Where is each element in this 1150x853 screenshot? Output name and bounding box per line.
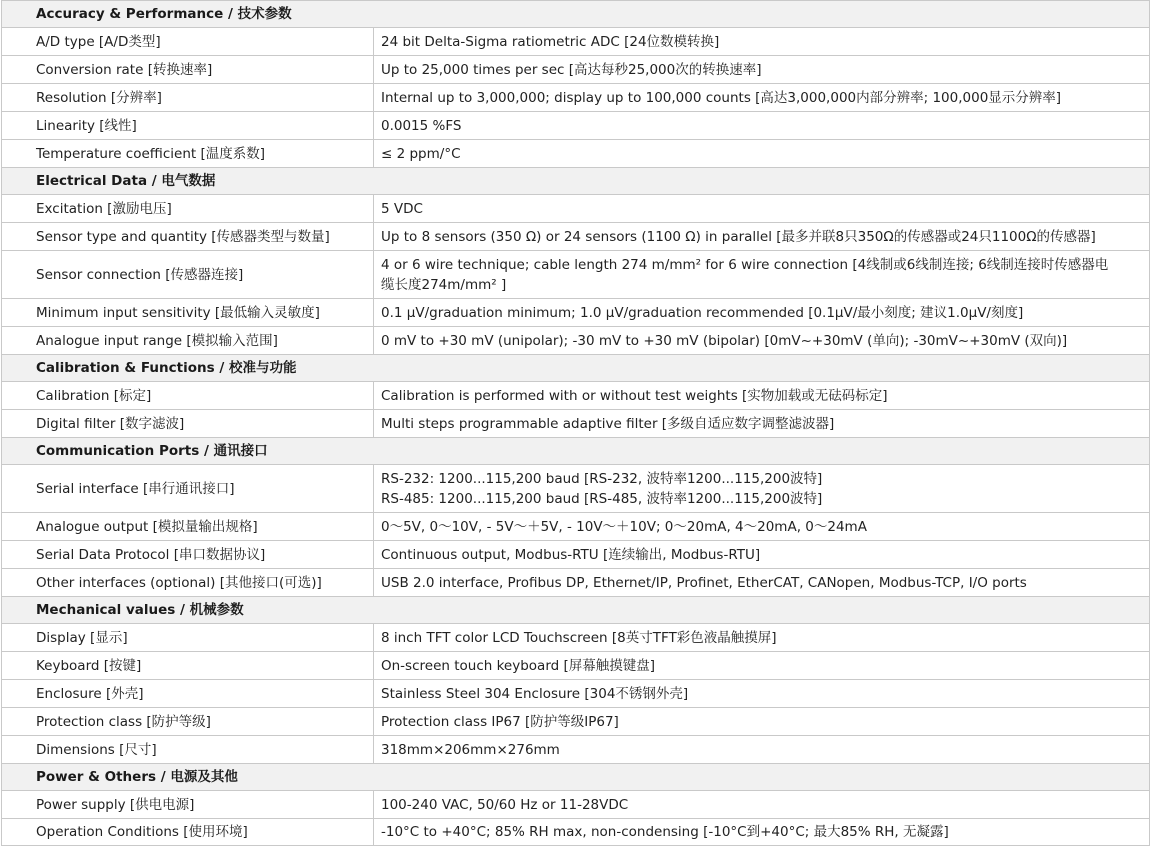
- parameter-value: [374, 223, 1150, 251]
- parameter-value: [374, 624, 1150, 652]
- parameter-value: [374, 56, 1150, 84]
- value-line: 0～5V, 0～10V, - 5V～＋5V, - 10V～＋10V; 0～20mA, 4～20mA, 0～24mA: [381, 518, 867, 535]
- table-row: [2, 569, 1150, 597]
- value-line: RS-232: 1200...115,200 baud [RS-232, 波特率1200...115,200波特]: [381, 470, 823, 487]
- parameter-label: A/D type [A/D类型]: [2, 28, 374, 56]
- section-title: Accuracy & Performance / 技术参数: [2, 1, 1150, 28]
- parameter-value: [374, 541, 1150, 569]
- parameter-value: [374, 680, 1150, 708]
- parameter-value: [374, 708, 1150, 736]
- parameter-value: [374, 569, 1150, 597]
- parameter-label: Resolution [分辨率]: [2, 84, 374, 112]
- value-line: ≤ 2 ppm/°C: [381, 145, 461, 162]
- value-line: Multi steps programmable adaptive filter [多级自适应数字调整滤波器]: [381, 415, 835, 432]
- parameter-label: Keyboard [按键]: [2, 652, 374, 680]
- value-line: Stainless Steel 304 Enclosure [304不锈钢外壳]: [381, 685, 689, 702]
- section-header: [2, 1, 1150, 28]
- parameter-label: Analogue input range [模拟输入范围]: [2, 327, 374, 355]
- parameter-value: [374, 299, 1150, 327]
- parameter-value: [374, 327, 1150, 355]
- parameter-label: Excitation [激励电压]: [2, 195, 374, 223]
- value-line: Continuous output, Modbus-RTU [连续输出, Modbus-RTU]: [381, 546, 761, 563]
- value-line: 0 mV to +30 mV (unipolar); -30 mV to +30 mV (bipolar) [0mV~+30mV (单向); -30mV~+30mV (双向)]: [381, 332, 1068, 349]
- table-row: [2, 791, 1150, 819]
- parameter-label: Protection class [防护等级]: [2, 708, 374, 736]
- section-header: [2, 168, 1150, 195]
- parameter-value: [374, 28, 1150, 56]
- spec-table-body: [2, 1, 1150, 846]
- table-row: [2, 652, 1150, 680]
- parameter-label: Conversion rate [转换速率]: [2, 56, 374, 84]
- parameter-value: [374, 465, 1150, 513]
- table-row: [2, 382, 1150, 410]
- parameter-label: Temperature coefficient [温度系数]: [2, 140, 374, 168]
- table-row: [2, 56, 1150, 84]
- value-line: USB 2.0 interface, Profibus DP, Ethernet/IP, Profinet, EtherCAT, CANopen, Modbus-TCP, I/O ports: [381, 574, 1027, 591]
- parameter-value: [374, 652, 1150, 680]
- table-row: [2, 708, 1150, 736]
- table-row: [2, 410, 1150, 438]
- table-row: [2, 195, 1150, 223]
- table-row: [2, 112, 1150, 140]
- parameter-value: [374, 736, 1150, 764]
- value-line: 0.1 μV/graduation minimum; 1.0 μV/graduation recommended [0.1μV/最小刻度; 建议1.0μV/刻度]: [381, 304, 1024, 321]
- table-row: [2, 140, 1150, 168]
- section-header: [2, 764, 1150, 791]
- value-line: Protection class IP67 [防护等级IP67]: [381, 713, 619, 730]
- value-line: 缆长度274m/mm² ]: [381, 276, 507, 293]
- table-row: [2, 541, 1150, 569]
- value-line: 4 or 6 wire technique; cable length 274 m/mm² for 6 wire connection [4线制或6线制连接; 6线制连接时传感器电: [381, 256, 1109, 273]
- table-row: [2, 327, 1150, 355]
- value-line: RS-485: 1200...115,200 baud [RS-485, 波特率1200...115,200波特]: [381, 490, 823, 507]
- parameter-label: Calibration [标定]: [2, 382, 374, 410]
- value-line: 5 VDC: [381, 200, 423, 217]
- value-line: Up to 8 sensors (350 Ω) or 24 sensors (1100 Ω) in parallel [最多并联8只350Ω的传感器或24只1100Ω的传感器]: [381, 228, 1096, 245]
- table-row: [2, 819, 1150, 846]
- table-row: [2, 513, 1150, 541]
- value-line: Up to 25,000 times per sec [高达每秒25,000次的转换速率]: [381, 61, 762, 78]
- parameter-value: [374, 819, 1150, 846]
- parameter-value: [374, 791, 1150, 819]
- parameter-label: Minimum input sensitivity [最低输入灵敏度]: [2, 299, 374, 327]
- parameter-label: Enclosure [外壳]: [2, 680, 374, 708]
- value-line: Calibration is performed with or without test weights [实物加载或无砝码标定]: [381, 387, 888, 404]
- section-title: Power & Others / 电源及其他: [2, 764, 1150, 791]
- parameter-value: [374, 84, 1150, 112]
- parameter-label: Operation Conditions [使用环境]: [2, 819, 374, 846]
- parameter-value: [374, 112, 1150, 140]
- parameter-value: [374, 410, 1150, 438]
- parameter-label: Sensor connection [传感器连接]: [2, 251, 374, 299]
- parameter-value: [374, 140, 1150, 168]
- section-title: Mechanical values / 机械参数: [2, 597, 1150, 624]
- value-line: Internal up to 3,000,000; display up to 100,000 counts [高达3,000,000内部分辨率; 100,000显示分辨率]: [381, 89, 1062, 106]
- parameter-value: [374, 251, 1150, 299]
- parameter-value: [374, 513, 1150, 541]
- value-line: 100-240 VAC, 50/60 Hz or 11-28VDC: [381, 796, 629, 813]
- parameter-label: Dimensions [尺寸]: [2, 736, 374, 764]
- parameter-label: Power supply [供电电源]: [2, 791, 374, 819]
- parameter-label: Sensor type and quantity [传感器类型与数量]: [2, 223, 374, 251]
- table-row: [2, 84, 1150, 112]
- table-row: [2, 465, 1150, 513]
- table-row: [2, 680, 1150, 708]
- value-line: 24 bit Delta-Sigma ratiometric ADC [24位数模转换]: [381, 33, 720, 50]
- value-line: On-screen touch keyboard [屏幕触摸键盘]: [381, 657, 656, 674]
- table-row: [2, 736, 1150, 764]
- parameter-label: Serial Data Protocol [串口数据协议]: [2, 541, 374, 569]
- parameter-label: Serial interface [串行通讯接口]: [2, 465, 374, 513]
- value-line: 8 inch TFT color LCD Touchscreen [8英寸TFT彩色液晶触摸屏]: [381, 629, 777, 646]
- spec-table: [1, 0, 1150, 846]
- value-line: 318mm×206mm×276mm: [381, 741, 560, 758]
- section-title: Calibration & Functions / 校准与功能: [2, 355, 1150, 382]
- parameter-label: Analogue output [模拟量输出规格]: [2, 513, 374, 541]
- table-row: [2, 223, 1150, 251]
- section-title: Electrical Data / 电气数据: [2, 168, 1150, 195]
- table-row: [2, 624, 1150, 652]
- parameter-value: [374, 195, 1150, 223]
- section-header: [2, 355, 1150, 382]
- value-line: 0.0015 %FS: [381, 117, 462, 134]
- parameter-label: Linearity [线性]: [2, 112, 374, 140]
- parameter-label: Digital filter [数字滤波]: [2, 410, 374, 438]
- parameter-value: [374, 382, 1150, 410]
- value-line: -10°C to +40°C; 85% RH max, non-condensing [-10°C到+40°C; 最大85% RH, 无凝露]: [381, 824, 949, 840]
- section-header: [2, 597, 1150, 624]
- section-header: [2, 438, 1150, 465]
- parameter-label: Other interfaces (optional) [其他接口(可选)]: [2, 569, 374, 597]
- table-row: [2, 299, 1150, 327]
- table-row: [2, 251, 1150, 299]
- parameter-label: Display [显示]: [2, 624, 374, 652]
- section-title: Communication Ports / 通讯接口: [2, 438, 1150, 465]
- table-row: [2, 28, 1150, 56]
